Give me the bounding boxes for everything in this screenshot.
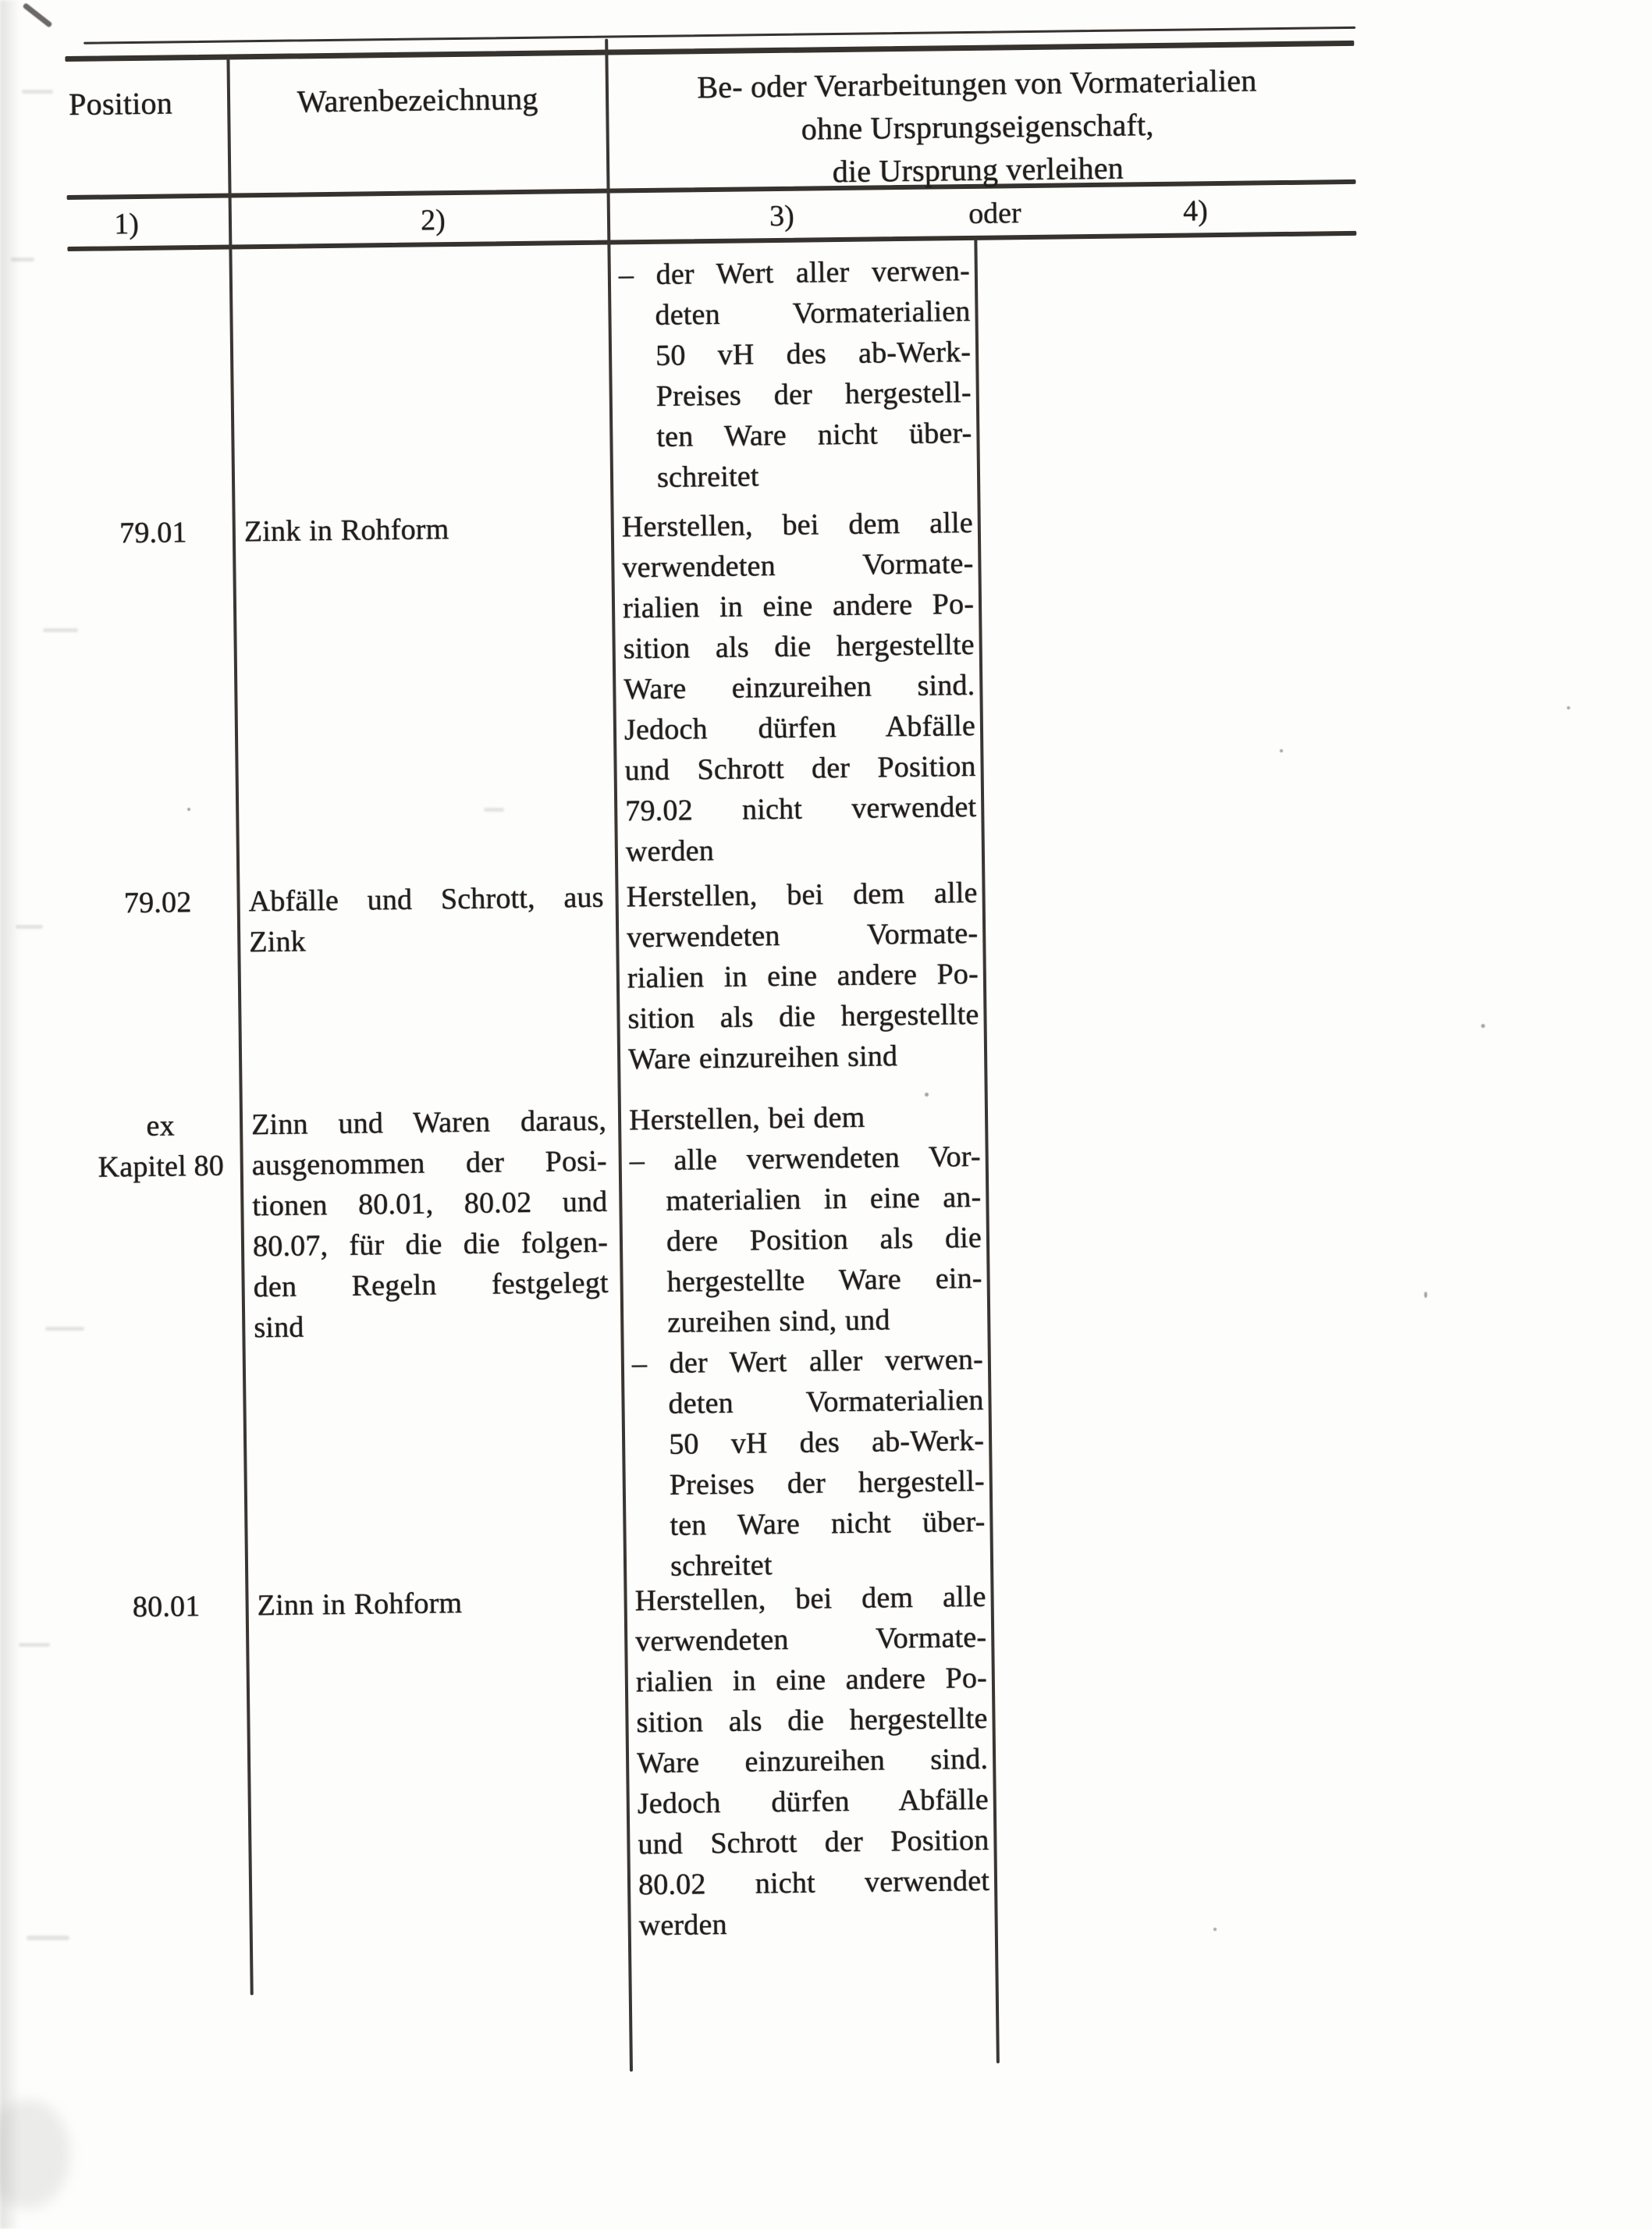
text-line: hergestellte Ware ein- [666, 1261, 982, 1299]
scan-speck [1481, 1024, 1485, 1028]
text-line: Jedoch dürfen Abfälle [637, 1783, 989, 1821]
position-cell [78, 881, 237, 923]
description-cell [248, 877, 604, 963]
top-rule-thick [65, 41, 1354, 62]
column-header-warenbezeichnung [231, 76, 605, 124]
scan-speck [876, 347, 879, 350]
text-line: zureihen sind, und [667, 1303, 890, 1339]
position-cell [74, 512, 233, 554]
text-line: Zink in Rohform [243, 513, 449, 549]
position-cell [81, 1104, 240, 1187]
subheader-col2: 2) [420, 204, 446, 237]
text-line: tionen 80.01, 80.02 und [252, 1185, 608, 1223]
table-row-continuation process-cell [619, 251, 973, 498]
column-header-verarbeitungen [609, 58, 1347, 196]
column-header-warenbezeichnung-label: Warenbezeichnung [297, 80, 538, 119]
scan-streak [27, 1936, 69, 1940]
text-line: – der Wert aller verwen- [618, 254, 971, 292]
text-line: Preises der hergestell- [669, 1464, 986, 1502]
text-line: 79.02 nicht verwendet [624, 790, 977, 828]
text-line: rialien in eine andere Po- [627, 957, 979, 995]
scan-streak [22, 90, 53, 94]
text-line: 50 vH des ab-Werk- [668, 1424, 985, 1461]
scan-speck [1567, 706, 1570, 709]
text-line: materialien in eine an- [666, 1180, 982, 1218]
text-line: deten Vormaterialien [655, 294, 971, 332]
description-cell [244, 507, 600, 553]
scan-speck [925, 1093, 929, 1097]
text-line: Zinn und Waren daraus, [250, 1104, 607, 1142]
description-cell [251, 1100, 609, 1349]
text-line: Ware einzureihen sind [627, 1040, 898, 1076]
scan-speck [1213, 1928, 1217, 1931]
text-line: ten Ware nicht über- [670, 1505, 986, 1542]
text-line: und Schrott der Position [624, 749, 976, 787]
process-cell [621, 503, 977, 872]
position-number: Kapitel 80 [98, 1149, 225, 1184]
subheader-bottom-rule [67, 231, 1356, 251]
text-line: 50 vH des ab-Werk- [655, 335, 972, 372]
subheader-col3: 3) [769, 199, 795, 233]
text-line: ausgenommen der Posi- [251, 1144, 607, 1182]
top-rule-thin [83, 27, 1355, 44]
divider-col1-col2 [226, 56, 253, 1996]
process-cell [634, 1577, 990, 1946]
scan-streak [19, 1643, 50, 1647]
subheader-col1: 1) [113, 207, 140, 241]
position-cell [87, 1585, 246, 1627]
text-line: Ware einzureihen sind. [623, 668, 975, 706]
subheader-oder: oder [968, 197, 1021, 230]
scan-streak [11, 258, 34, 261]
text-line: Herstellen, bei dem alle [634, 1580, 986, 1618]
column-header-position [69, 81, 226, 126]
text-line: sind [254, 1310, 304, 1345]
text-line: Ware einzureihen sind. [636, 1742, 989, 1780]
position-number: 80.01 [132, 1590, 201, 1624]
text-line: – alle verwendeten Vor- [629, 1139, 981, 1178]
text-line: rialien in eine andere Po- [635, 1661, 988, 1699]
text-line: Jedoch dürfen Abfälle [623, 709, 976, 747]
text-line: 80.02 nicht verwendet [638, 1864, 990, 1902]
scan-speck [1280, 749, 1283, 752]
scan-speck [1424, 1292, 1427, 1298]
text-line: Herstellen, bei dem alle [621, 506, 974, 544]
text-line: ten Ware nicht über- [656, 416, 972, 453]
text-line: schreitet [670, 1548, 773, 1583]
scan-streak [43, 628, 78, 632]
text-line: sition als die hergestellte [623, 627, 975, 666]
text-line: dere Position als die [666, 1221, 982, 1258]
text-line: verwendeten Vormate- [622, 546, 974, 585]
text-line: und Schrott der Position [638, 1823, 989, 1861]
description-cell [257, 1581, 613, 1626]
header-line: Be- oder Verarbeitungen von Vormaterialien [697, 62, 1257, 105]
text-line: rialien in eine andere Po- [622, 587, 975, 625]
text-line: deten Vormaterialien [668, 1383, 984, 1420]
header-line: ohne Ursprungseigenschaft, [801, 107, 1154, 147]
position-number: 79.01 [119, 516, 187, 550]
text-line: Abfälle und Schrott, aus [248, 880, 604, 919]
text-line: den Regeln festgelegt [253, 1266, 609, 1304]
column-header-position-label: Position [68, 85, 173, 123]
text-line: schreitet [656, 460, 759, 494]
process-cell [629, 1096, 986, 1587]
position-number: 79.02 [123, 886, 192, 920]
scan-streak [45, 1327, 84, 1331]
position-number: ex [146, 1109, 176, 1143]
header-line: die Ursprung verleihen [832, 150, 1124, 190]
text-line: – der Wert aller verwen- [631, 1342, 984, 1381]
text-line: Zink [249, 925, 307, 959]
text-line: Zinn in Rohform [257, 1587, 463, 1623]
text-line: sition als die hergestellte [636, 1701, 988, 1740]
text-line: verwendeten Vormate- [634, 1620, 987, 1658]
process-cell [626, 873, 979, 1079]
text-line: Preises der hergestell- [655, 375, 972, 413]
text-line: werden [625, 834, 715, 869]
text-line: Herstellen, bei dem alle [626, 876, 978, 914]
text-line: Herstellen, bei dem [628, 1100, 865, 1137]
scan-streak [484, 808, 504, 812]
text-line: sition als die hergestellte [627, 997, 979, 1036]
text-line: verwendeten Vormate- [626, 916, 979, 955]
scan-streak [16, 925, 43, 929]
text-line: 80.07, für die die folgen- [252, 1225, 609, 1264]
scan-edge-shadow [0, 0, 20, 2229]
scan-speck [187, 808, 190, 811]
subheader-col4: 4) [1182, 194, 1208, 228]
text-line: werden [638, 1907, 727, 1943]
